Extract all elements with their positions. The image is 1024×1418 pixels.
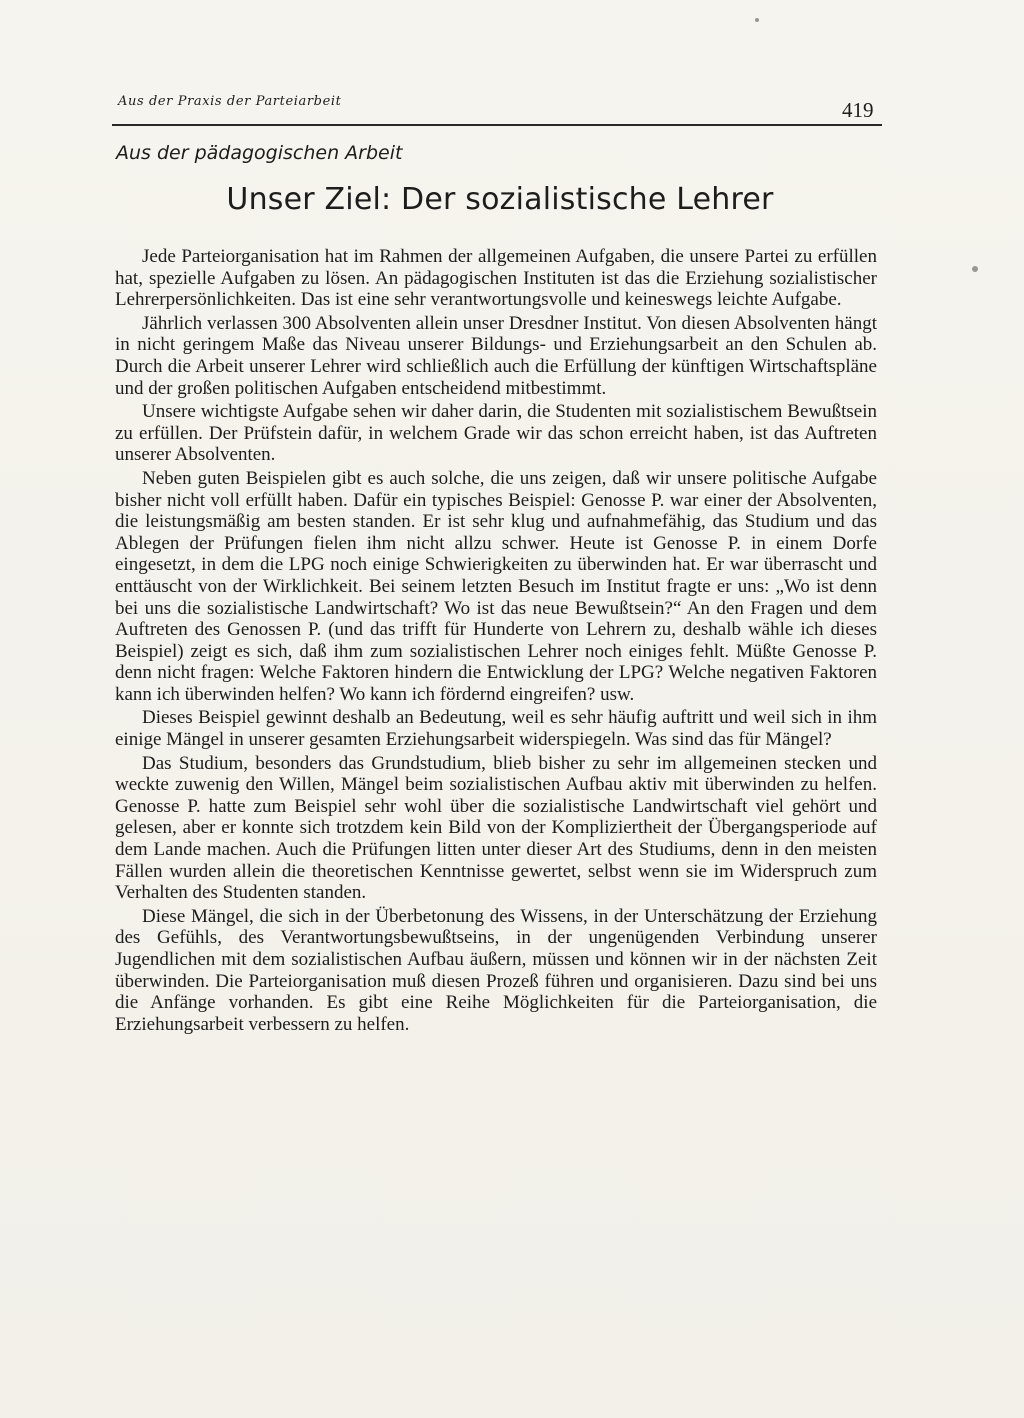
header-rule [112,124,882,126]
paragraph: Jede Parteiorganisation hat im Rahmen der allgemeinen Aufgaben, die unsere Partei zu erfüllen hat, spezielle Aufgaben zu lösen. An pädagogischen Instituten ist das die Erziehung sozialistischer Lehrerpersönlichkeiten. Das ist eine sehr verantwortungsvolle und keineswegs leichte Aufgabe. [115,246,877,311]
paper-speck [972,266,978,272]
paragraph: Neben guten Beispielen gibt es auch solche, die uns zeigen, daß wir unsere politische Aufgabe bisher nicht voll erfüllt haben. Dafür ein typisches Beispiel: Genosse P. war einer der Absolventen, die leistungsmäßig am besten standen. Er ist sehr klug und aufnahmefähig, das Studium und das Ablegen der Prüfungen fielen ihm nicht allzu schwer. Heute ist Genosse P. in einem Dorfe eingesetzt, in dem die LPG noch einige Schwierigkeiten zu überwinden hat. Er war überrascht und enttäuscht von der Wirklichkeit. Bei seinem letzten Besuch im Institut fragte er uns: „Wo ist denn bei uns die sozialistische Landwirtschaft? Wo ist das neue Bewußtsein?“ An den Fragen und dem Auftreten des Genossen P. (und das trifft für Hunderte von Lehrern zu, deshalb wähle ich dieses Beispiel) zeigt es sich, daß ihm zum sozialistischen Lehrer noch einiges fehlt. Müßte Genosse P. denn nicht fragen: Welche Faktoren hindern die Entwicklung der LPG? Welche negativen Faktoren kann ich überwinden helfen? Wo kann ich fördernd eingreifen? usw. [115,467,877,705]
paragraph: Das Studium, besonders das Grundstudium, blieb bisher zu sehr im allgemeinen stecken und weckte zuwenig den Willen, Mängel beim sozialistischen Aufbau aktiv mit überwinden zu helfen. Genosse P. hatte zum Beispiel sehr wohl über die sozialistische Landwirtschaft viel gehört und gelesen, aber er konnte sich trotzdem kein Bild von der Kompliziertheit der Übergangsperiode auf dem Lande machen. Auch die Prüfungen litten unter dieser Art des Studiums, denn in den meisten Fällen wurden allein die theoretischen Kenntnisse gewertet, selbst wenn sie im Widerspruch zum Verhalten des Studenten standen. [115,752,877,904]
paragraph: Unsere wichtigste Aufgabe sehen wir daher darin, die Studenten mit sozialistischem Bewußtsein zu erfüllen. Der Prüfstein dafür, in welchem Grade wir das schon erreicht haben, ist das Auftreten unserer Absolventen. [115,401,877,466]
paragraph: Diese Mängel, die sich in der Überbetonung des Wissens, in der Unterschätzung der Erziehung des Gefühls, des Verantwortungsbewußtseins, in der ungenügenden Verbindung unserer Jugendlichen mit dem sozialistischen Aufbau äußern, müssen und können wir in der nächsten Zeit überwinden. Die Parteiorganisation muß diesen Prozeß führen und organisieren. Dazu sind bei uns die Anfänge vorhanden. Es gibt eine Reihe Möglichkeiten für die Parteiorganisation, die Erziehungsarbeit verbessern zu helfen. [115,905,877,1035]
article-body [115,246,877,1037]
paragraph: Jährlich verlassen 300 Absolventen allein unser Dresdner Institut. Von diesen Absolventen hängt in nicht geringem Maße das Niveau unserer Bildungs- und Erziehungsarbeit an den Schulen ab. Durch die Arbeit unserer Lehrer wird schließlich auch die Erfüllung der künftigen Wirtschaftspläne und der großen politischen Aufgaben entscheidend mitbestimmt. [115,312,877,399]
paper-speck [755,18,759,22]
article-title: Unser Ziel: Der sozialistische Lehrer [226,182,774,217]
paragraph: Dieses Beispiel gewinnt deshalb an Bedeutung, weil es sehr häufig auftritt und weil sich in ihm einige Mängel in unserer gesamten Erziehungsarbeit widerspiegeln. Was sind das für Mängel? [115,707,877,751]
page-number: 419 [842,98,874,122]
running-head: Aus der Praxis der Parteiarbeit [118,94,342,109]
section-title: Aus der pädagogischen Arbeit [116,142,403,164]
